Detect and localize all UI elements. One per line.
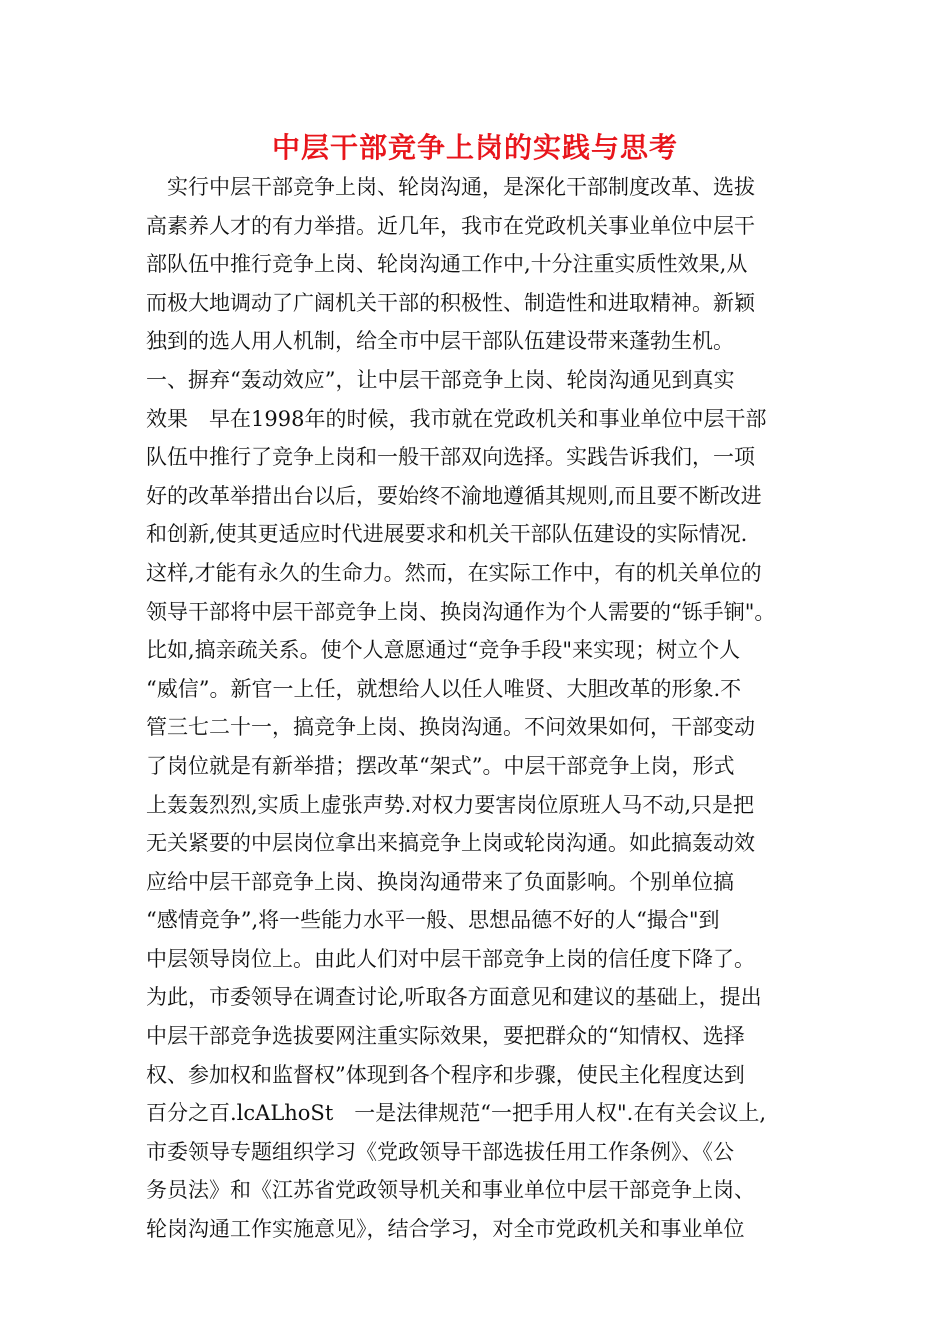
body-line: 了岗位就是有新举措；摆改革“架式”。中层干部竞争上岗，形式 xyxy=(146,753,735,778)
body-line: 和创新,使其更适应时代进展要求和机关干部队伍建设的实际情况. xyxy=(146,522,748,547)
body-line: 中层干部竞争选拔要网注重实际效果，要把群众的“知情权、选择 xyxy=(146,1024,745,1049)
body-line: 高素养人才的有力举措。近几年，我市在党政机关事业单位中层干 xyxy=(146,213,755,238)
body-line: 权、参加权和监督权”体现到各个程序和步骤，使民主化程度达到 xyxy=(146,1062,745,1087)
document-title: 中层干部竞争上岗的实践与思考 xyxy=(271,131,678,164)
body-line: “威信”。新官一上任，就想给人以任人唯贤、大胆改革的形象.不 xyxy=(146,676,742,701)
body-line: 比如,搞亲疏关系。使个人意愿通过“竞争手段"来实现；树立个人 xyxy=(146,638,741,663)
body-line: 务员法》和《江苏省党政领导机关和事业单位中层干部竞争上岗、 xyxy=(146,1178,755,1203)
body-line: 这样,才能有永久的生命力。然而，在实际工作中，有的机关单位的 xyxy=(146,560,762,585)
body-line: 一、摒弃“轰动效应”，让中层干部竞争上岗、轮岗沟通见到真实 xyxy=(146,367,735,392)
body-line: 市委领导专题组织学习《党政领导干部选拔任用工作条例》、《公 xyxy=(146,1139,734,1164)
body-line: 中层领导岗位上。由此人们对中层干部竞争上岗的信任度下降了。 xyxy=(146,946,755,971)
body-line: 应给中层干部竞争上岗、换岗沟通带来了负面影响。个别单位搞 xyxy=(146,869,734,894)
body-line: 无关紧要的中层岗位拿出来搞竞争上岗或轮岗沟通。如此搞轰动效 xyxy=(146,831,755,856)
body-line: 领导干部将中层干部竞争上岗、换岗沟通作为个人需要的“铄手锏"。 xyxy=(146,599,776,624)
body-line: 队伍中推行了竞争上岗和一般干部双向选择。实践告诉我们，一项 xyxy=(146,445,755,470)
body-line: 轮岗沟通工作实施意见》，结合学习，对全市党政机关和事业单位 xyxy=(146,1217,745,1242)
document-body xyxy=(146,168,826,1249)
body-line: “感情竞争”,将一些能力水平一般、思想品德不好的人“撮合"到 xyxy=(146,908,720,933)
body-line: 实行中层干部竞争上岗、轮岗沟通，是深化干部制度改革、选拔 xyxy=(146,175,755,199)
body-line: 为此，市委领导在调查讨论,听取各方面意见和建议的基础上，提出 xyxy=(146,985,762,1010)
body-line: 管三七二十一，搞竞争上岗、换岗沟通。不问效果如何，干部变动 xyxy=(146,715,755,740)
body-line: 效果 早在1998年的时候，我市就在党政机关和事业单位中层干部 xyxy=(146,406,767,431)
body-line: 而极大地调动了广阔机关干部的积极性、制造性和进取精神。新颖 xyxy=(146,290,755,315)
body-line: 部队伍中推行竞争上岗、轮岗沟通工作中,十分注重实质性效果,从 xyxy=(146,252,748,277)
body-line: 百分之百.lcALhoSt 一是法律规范“一把手用人权".在有关会议上, xyxy=(146,1101,767,1126)
body-line: 上轰轰烈烈,实质上虚张声势.对权力要害岗位原班人马不动,只是把 xyxy=(146,792,755,817)
body-line: 好的改革举措出台以后，要始终不渝地遵循其规则,而且要不断改进 xyxy=(146,483,762,508)
body-line: 独到的选人用人机制，给全市中层干部队伍建设带来蓬勃生机。 xyxy=(146,329,734,354)
